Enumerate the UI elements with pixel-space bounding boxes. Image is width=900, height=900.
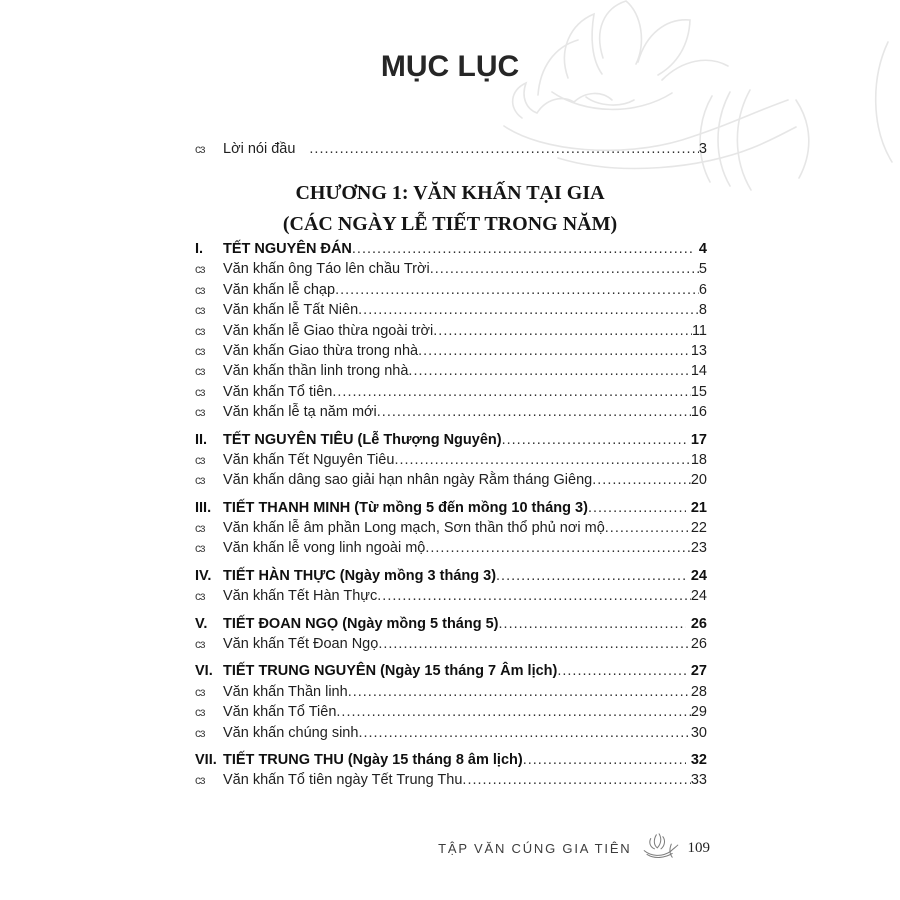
- chapter-title: CHƯƠNG 1: VĂN KHẤN TẠI GIA: [295, 182, 605, 204]
- toc-item-row: [195, 282, 707, 302]
- toc-section-header: [195, 432, 707, 452]
- item-bullet-icon: cɜ: [195, 405, 205, 420]
- dot-leader: [336, 704, 690, 720]
- item-page-number: 18: [690, 451, 707, 468]
- section-numeral: VII.: [195, 751, 217, 768]
- footer-book-title: TẬP VĂN CÚNG GIA TIÊN: [438, 840, 632, 856]
- item-label: Văn khấn lễ Giao thừa ngoài trời: [223, 322, 434, 339]
- dot-leader: [408, 363, 690, 379]
- section-numeral: II.: [195, 431, 208, 448]
- section-title: TIẾT TRUNG NGUYÊN (Ngày 15 tháng 7 Âm lịch): [223, 663, 558, 680]
- item-bullet-icon: cɜ: [195, 282, 205, 297]
- toc-item-row: [195, 684, 707, 704]
- dot-leader: [358, 725, 690, 741]
- toc-item-row: [195, 704, 707, 724]
- item-label: Văn khấn Tổ tiên: [223, 383, 333, 400]
- page-footer: [438, 834, 710, 862]
- dot-leader: [358, 302, 699, 318]
- item-bullet-icon: cɜ: [195, 384, 205, 399]
- item-label: Văn khấn chúng sinh: [223, 724, 359, 741]
- section-numeral: VI.: [195, 663, 213, 680]
- dot-leader: [309, 141, 699, 157]
- dot-leader: [433, 323, 692, 339]
- item-bullet-icon: cɜ: [195, 452, 205, 467]
- toc-item-row: [195, 323, 707, 343]
- toc-preface-row: [195, 141, 707, 161]
- toc-item-row: [195, 636, 707, 656]
- section-page-number: 26: [690, 615, 707, 632]
- item-bullet-icon: cɜ: [195, 684, 205, 699]
- item-label: Văn khấn lễ vong linh ngoài mộ: [223, 540, 426, 557]
- item-page-number: 22: [690, 520, 707, 537]
- section-numeral: I.: [195, 241, 204, 257]
- item-label: Văn khấn dâng sao giải hạn nhân ngày Rằm tháng Giêng: [223, 472, 593, 489]
- toc-item-row: [195, 520, 707, 540]
- item-page-number: 8: [698, 302, 707, 319]
- dot-leader: [430, 261, 699, 277]
- item-bullet-icon: cɜ: [195, 637, 205, 652]
- item-label: Văn khấn lễ Tất Niên: [223, 302, 359, 319]
- item-bullet-icon: cɜ: [195, 323, 205, 338]
- item-page-number: 26: [690, 636, 707, 653]
- toc-section-header: [195, 500, 707, 520]
- section-title: TIẾT ĐOAN NGỌ (Ngày mồng 5 tháng 5): [223, 615, 499, 632]
- item-page-number: 15: [690, 383, 707, 400]
- preface-label: Lời nói đầu: [223, 141, 296, 157]
- item-bullet-icon: cɜ: [195, 142, 205, 156]
- section-title: TIẾT TRUNG THU (Ngày 15 tháng 8 âm lịch): [223, 751, 523, 768]
- item-page-number: 5: [698, 261, 707, 278]
- section-title: TẾT NGUYÊN ĐÁN: [223, 241, 352, 257]
- item-bullet-icon: cɜ: [195, 725, 205, 740]
- dot-leader: [523, 752, 686, 768]
- item-bullet-icon: cɜ: [195, 705, 205, 720]
- toc-item-row: [195, 343, 707, 363]
- toc-section-header: [195, 752, 707, 772]
- toc-item-row: [195, 302, 707, 322]
- dot-leader: [462, 772, 690, 788]
- page-title: MỤC LỤC: [380, 50, 520, 83]
- dot-leader: [425, 540, 691, 556]
- item-page-number: 11: [691, 322, 707, 339]
- section-page-number: 4: [698, 241, 707, 257]
- section-title: TẾT NGUYÊN TIÊU (Lễ Thượng Nguyên): [223, 431, 502, 448]
- preface-page-number: 3: [698, 141, 707, 157]
- dot-leader: [348, 684, 691, 700]
- dot-leader: [394, 452, 690, 468]
- dot-leader: [592, 472, 691, 488]
- item-page-number: 16: [690, 404, 707, 421]
- dot-leader: [377, 588, 691, 604]
- item-bullet-icon: cɜ: [195, 364, 205, 379]
- item-label: Văn khấn Tổ Tiên: [223, 704, 337, 721]
- dot-leader: [605, 520, 691, 536]
- section-page-number: 32: [690, 751, 707, 768]
- dot-leader: [352, 241, 694, 257]
- toc-item-row: [195, 772, 707, 792]
- item-label: Văn khấn lễ chạp: [223, 281, 336, 298]
- section-numeral: III.: [195, 499, 212, 516]
- item-bullet-icon: cɜ: [195, 303, 205, 318]
- item-label: Văn khấn lễ tạ năm mới: [223, 404, 377, 421]
- item-bullet-icon: cɜ: [195, 541, 205, 556]
- toc-item-row: [195, 472, 707, 492]
- item-bullet-icon: cɜ: [195, 521, 205, 536]
- toc-section-header: [195, 663, 707, 683]
- item-page-number: 23: [690, 540, 707, 557]
- section-numeral: IV.: [195, 567, 212, 584]
- toc-section-header: [195, 616, 707, 636]
- item-page-number: 29: [690, 704, 707, 721]
- item-page-number: 33: [690, 772, 707, 789]
- item-label: Văn khấn lễ âm phần Long mạch, Sơn thần thổ phủ nơi mộ: [223, 520, 605, 537]
- section-title: TIẾT THANH MINH (Từ mồng 5 đến mồng 10 tháng 3): [223, 499, 588, 516]
- item-page-number: 6: [698, 281, 707, 298]
- toc-item-row: [195, 540, 707, 560]
- dot-leader: [502, 432, 686, 448]
- item-page-number: 20: [690, 472, 707, 489]
- toc-item-row: [195, 363, 707, 383]
- section-page-number: 21: [690, 499, 707, 516]
- toc-item-row: [195, 384, 707, 404]
- section-page-number: 24: [690, 567, 707, 584]
- item-page-number: 28: [690, 683, 707, 700]
- dot-leader: [378, 636, 691, 652]
- dot-leader: [418, 343, 691, 359]
- item-bullet-icon: cɜ: [195, 343, 205, 358]
- toc-item-row: [195, 452, 707, 472]
- section-numeral: V.: [195, 615, 208, 632]
- toc-item-row: [195, 725, 707, 745]
- item-bullet-icon: cɜ: [195, 262, 205, 277]
- item-label: Văn khấn thần linh trong nhà: [223, 363, 409, 380]
- dot-leader: [335, 282, 699, 298]
- dot-leader: [377, 404, 691, 420]
- item-label: Văn khấn ông Táo lên chầu Trời: [223, 261, 430, 278]
- dot-leader: [496, 568, 686, 584]
- toc-section-header: [195, 241, 707, 261]
- section-page-number: 27: [690, 663, 707, 680]
- toc-item-row: [195, 261, 707, 281]
- item-bullet-icon: cɜ: [195, 589, 205, 604]
- dot-leader: [332, 384, 690, 400]
- hand-lotus-icon: [642, 832, 680, 860]
- item-label: Văn khấn Tổ tiên ngày Tết Trung Thu: [223, 772, 463, 789]
- dot-leader: [588, 500, 686, 516]
- dot-leader: [499, 616, 686, 632]
- item-label: Văn khấn Tết Hàn Thực: [223, 588, 378, 605]
- toc-item-row: [195, 404, 707, 424]
- toc-section-header: [195, 568, 707, 588]
- item-page-number: 24: [690, 588, 707, 605]
- footer-page-number: 109: [687, 839, 710, 856]
- item-label: Văn khấn Giao thừa trong nhà: [223, 342, 419, 359]
- section-page-number: 17: [690, 431, 707, 448]
- table-of-contents: [195, 241, 707, 793]
- chapter-heading: [0, 178, 900, 240]
- item-label: Văn khấn Tết Đoan Ngọ: [223, 636, 379, 653]
- item-page-number: 14: [690, 363, 707, 380]
- toc-item-row: [195, 588, 707, 608]
- item-page-number: 13: [690, 342, 707, 359]
- chapter-subtitle: (CÁC NGÀY LỄ TIẾT TRONG NĂM): [282, 213, 618, 235]
- item-bullet-icon: cɜ: [195, 773, 205, 788]
- dot-leader: [557, 663, 686, 679]
- item-label: Văn khấn Tết Nguyên Tiêu: [223, 451, 395, 468]
- item-bullet-icon: cɜ: [195, 473, 205, 488]
- section-title: TIẾT HÀN THỰC (Ngày mồng 3 tháng 3): [223, 567, 497, 584]
- item-page-number: 30: [690, 724, 707, 741]
- item-label: Văn khấn Thần linh: [223, 683, 348, 700]
